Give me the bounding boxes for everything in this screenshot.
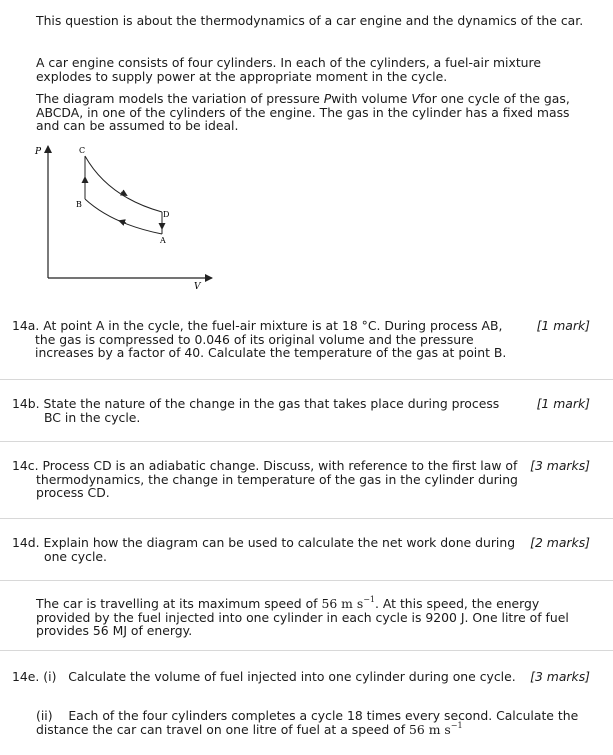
question-14e-part-ii-speed: 56 m s <box>409 721 451 737</box>
question-14d <box>12 536 590 563</box>
pressure-symbol: P <box>323 91 332 106</box>
speed-paragraph: The car is travelling at its maximum speed of 56 m $s^{-1}$. At this speed, the energy provided by the fuel injected into one cylinder in each cycle is 9200 J. One litre of fuel provides 56 MJ of energy. <box>36 595 569 639</box>
question-14a <box>12 319 590 360</box>
separator <box>0 441 613 442</box>
question-14e-marks: [3 marks] <box>530 669 590 684</box>
point-c-label: C <box>79 146 86 155</box>
intro-paragraph-2: A car engine consists of four cylinders. In each of the cylinders, a fuel-air mixture explodes to supply power at the appropriate moment in the cycle. <box>36 55 541 84</box>
separator <box>0 379 613 380</box>
speed-value: 56 m s <box>321 596 364 611</box>
speed-exponent: −1 <box>363 595 376 604</box>
question-14d-text: Explain how the diagram can be used to calculate the net work done during one cycle. <box>43 535 516 564</box>
question-14b-marks: [1 mark] <box>536 396 590 411</box>
intro-paragraph-3: The diagram models the variation of pressure Pwith volume Vfor one cycle of the gas, ABCDA, in one of the cylinders of the engine. The gas in the cylinder has a fixed mass and can be assumed to be ideal. <box>36 91 570 134</box>
question-14e <box>12 670 590 684</box>
point-a-label: A <box>160 236 166 245</box>
question-14c-number: 14c. <box>12 458 39 473</box>
point-d-label: D <box>163 210 170 219</box>
question-14b-text: State the nature of the change in the gas that takes place during process BC in the cycle. <box>43 396 500 425</box>
pv-diagram <box>28 142 218 294</box>
question-14e-number: 14e. <box>12 669 40 684</box>
process-cd <box>85 156 162 212</box>
question-14d-number: 14d. <box>12 535 40 550</box>
question-14e-part-i-label: (i) <box>43 669 57 684</box>
separator <box>0 580 613 581</box>
question-14c-marks: [3 marks] <box>530 458 590 473</box>
y-axis-label: P <box>35 147 42 157</box>
process-ab <box>85 199 162 234</box>
question-14a-marks: [1 mark] <box>536 318 590 333</box>
question-14a-number: 14a. <box>12 318 40 333</box>
question-14c-text: Process CD is an adiabatic change. Discuss, with reference to the first law of thermodynamics, the change in temperature of the gas in the cylinder during process CD. <box>36 458 518 501</box>
question-14e-part-ii-text: Each of the four cylinders completes a cycle 18 times every second. Calculate the distance the car can travel on one litre of fuel at a speed of <box>36 708 579 737</box>
volume-symbol: V <box>411 91 420 106</box>
x-axis-label: V <box>194 282 201 292</box>
question-14e-part-ii <box>36 709 596 736</box>
question-14c <box>12 459 590 500</box>
point-b-label: B <box>76 200 82 209</box>
question-14b <box>12 397 590 424</box>
question-14e-part-ii-label: (ii) <box>36 708 53 723</box>
separator <box>0 650 613 651</box>
separator <box>0 518 613 519</box>
question-14a-text: At point A in the cycle, the fuel-air mixture is at 18 °C. During process AB, the gas is compressed to 0.046 of its original volume and the pressure increases by a factor of 40. Calculate the temperature of the gas at point B. <box>35 318 507 361</box>
question-14e-part-i-text: Calculate the volume of fuel injected into one cylinder during one cycle. <box>68 669 516 684</box>
intro-paragraph-1: This question is about the thermodynamics of a car engine and the dynamics of the car. <box>36 13 584 28</box>
question-14e-part-ii-exponent: −1 <box>450 720 463 730</box>
question-14d-marks: [2 marks] <box>530 535 590 550</box>
question-14b-number: 14b. <box>12 396 40 411</box>
